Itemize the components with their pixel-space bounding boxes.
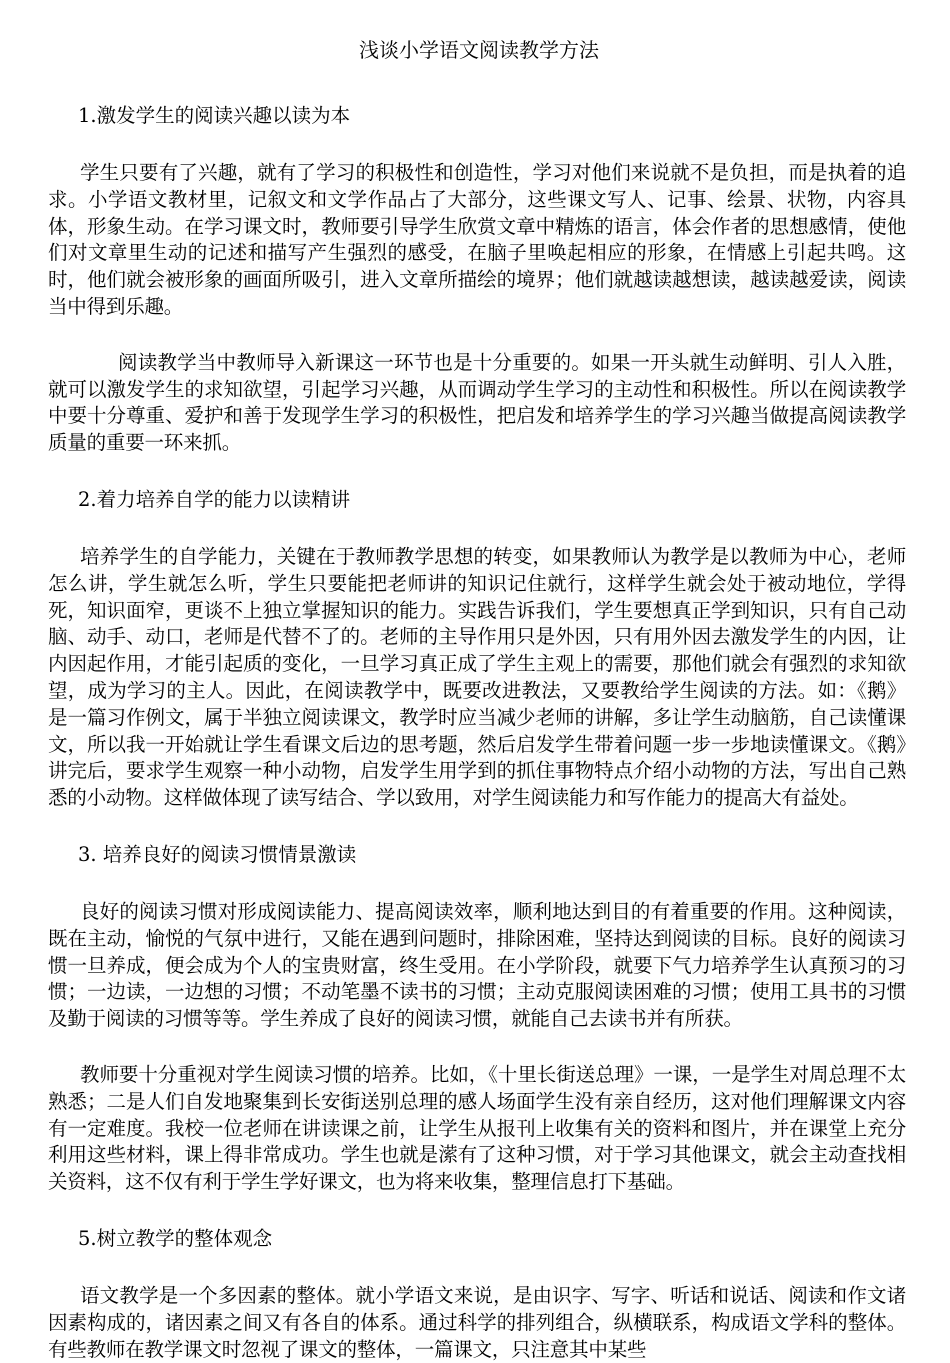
paragraph: 学生只要有了兴趣，就有了学习的积极性和创造性，学习对他们来说就不是负担，而是执着的追求。小学语文教材里，记叙文和文学作品占了大部分，这些课文写人、记事、绘景、状物，内容具体，形象生动。在学习课文时，教师要引导学生欣赏文章中精炼的语言，体会作者的思想感情，使他们对文章里生动的记述和描写产生强烈的感受，在脑子里唤起相应的形象，在情感上引起共鸣。这时，他们就会被形象的画面所吸引，进入文章所描绘的境界；他们就越读越想读，越读越爱读，阅读当中得到乐趣。 (48, 161, 906, 318)
section-heading: 1.激发学生的阅读兴趣以读为本 (78, 104, 351, 127)
paragraph: 良好的阅读习惯对形成阅读能力、提高阅读效率，顺利地达到目的有着重要的作用。这种阅读，既在主动，愉悦的气氛中进行，又能在遇到问题时，排除困难，坚持达到阅读的目标。良好的阅读习惯一旦养成，便会成为个人的宝贵财富，终生受用。在小学阶段，就要下气力培养学生认真预习的习惯；一边读，一边想的习惯；不动笔墨不读书的习惯；主动克服阅读困难的习惯；使用工具书的习惯及勤于阅读的习惯等等。学生养成了良好的阅读习惯，就能自己去读书并有所获。 (48, 899, 906, 1031)
paragraph: 语文教学是一个多因素的整体。就小学语文来说，是由识字、写字、听话和说话、阅读和作文诸因素构成的，诸因素之间又有各自的体系。通过科学的排列组合，纵横联系，构成语文学科的整体。有些教师在教学课文时忽视了课文的整体，一篇课文，只注意其中某些 (48, 1283, 906, 1361)
paragraph: 培养学生的自学能力，关键在于教师教学思想的转变，如果教师认为教学是以教师为中心，老师怎么讲，学生就怎么听，学生只要能把老师讲的知识记住就行，这样学生就会处于被动地位，学得死，知识面窄，更谈不上独立掌握知识的能力。实践告诉我们，学生要想真正学到知识，只有自己动脑、动手、动口，老师是代替不了的。老师的主导作用只是外因，只有用外因去激发学生的内因，让内因起作用，才能引起质的变化，一旦学习真正成了学生主观上的需要，那他们就会有强烈的求知欲望，成为学习的主人。因此，在阅读教学中，既要改进教法，又要教给学生阅读的方法。如：《鹅》是一篇习作例文，属于半独立阅读课文，教学时应当减少老师的讲解，多让学生动脑筋，自己读懂课文，所以我一开始就让学生看课文后边的思考题，然后启发学生带着问题一步一步地读懂课文。《鹅》讲完后，要求学生观察一种小动物，启发学生用学到的抓住事物特点介绍小动物的方法，写出自己熟悉的小动物。这样做体现了读写结合、学以致用，对学生阅读能力和写作能力的提高大有益处。 (48, 544, 906, 810)
section-5 (48, 1225, 906, 1363)
section-heading: 2.着力培养自学的能力以读精讲 (78, 487, 351, 511)
section-heading: 3. 培养良好的阅读习惯情景激读 (78, 842, 357, 866)
section-1 (48, 102, 906, 457)
section-2 (48, 486, 906, 812)
paragraph: 阅读教学当中教师导入新课这一环节也是十分重要的。如果一开头就生动鲜明、引人入胜，就可以激发学生的求知欲望，引起学习兴趣，从而调动学生学习的主动性和积极性。所以在阅读教学中要十分尊重、爱护和善于发现学生学习的积极性，把启发和培养学生的学习兴趣当做提高阅读教学质量的重要一环来抓。 (48, 350, 906, 455)
document-title: 浅谈小学语文阅读教学方法 (359, 38, 599, 62)
paragraph: 教师要十分重视对学生阅读习惯的培养。比如，《十里长街送总理》一课，一是学生对周总理不太熟悉；二是人们自发地聚集到长安街送别总理的感人场面学生没有亲自经历，这对他们理解课文内容有一定难度。我校一位老师在讲读课之前，让学生从报刊上收集有关的资料和图片，并在课堂上充分利用这些材料，课上得非常成功。学生也就是潆有了这种习惯，对于学习其他课文，就会主动查找相关资料，这不仅有利于学生学好课文，也为将来收集，整理信息打下基础。 (48, 1062, 906, 1194)
section-3 (48, 841, 906, 1196)
section-heading: 5.树立教学的整体观念 (78, 1226, 273, 1250)
